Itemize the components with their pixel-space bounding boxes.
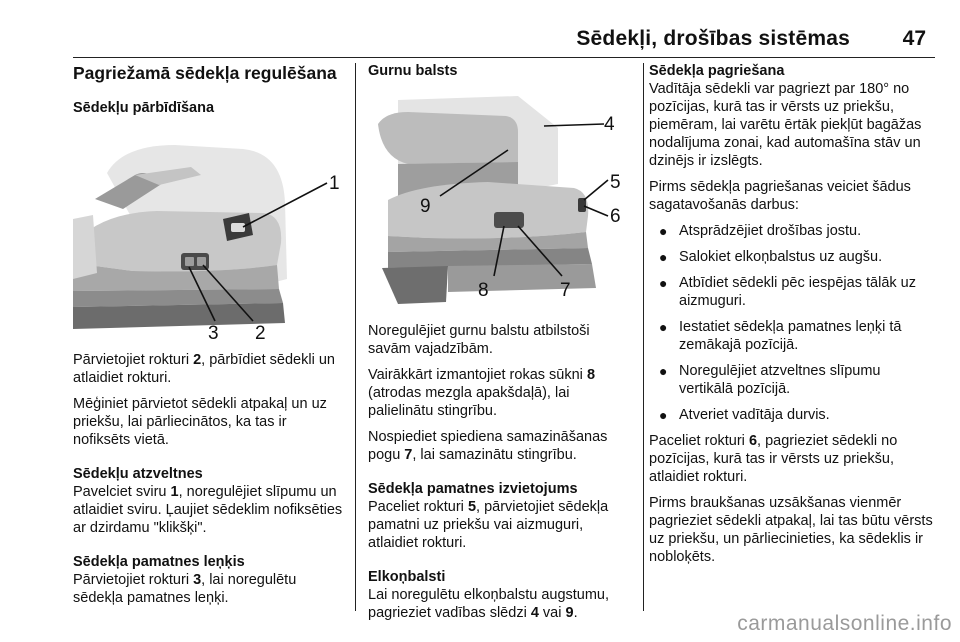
- paragraph-lumbar-pump: Vairākkārt izmantojiet rokas sūkni 8 (atrodas mezgla apakšdaļā), lai palielinātu stingrību.: [368, 367, 596, 419]
- paragraph-backrest: Pavelciet sviru 1, noregulējiet slīpumu un atlaidiet sviru. Ļaujiet sēdeklim nofiksēties ar dzirdamu "klikšķi".: [73, 484, 343, 536]
- header-rule: [73, 57, 935, 58]
- list-item: ● Atbīdiet sēdekli pēc iespējas tālāk uz aizmuguri.: [659, 275, 916, 309]
- paragraph-swivel-action: Paceliet rokturi 6, pagrieziet sēdekli no pozīcijas, kurā tas ir vērsts uz priekšu, atlaidiet rokturi.: [649, 433, 898, 485]
- paragraph-swivel-intro: Vadītāja sēdekli var pagriezt par 180° no pozīcijas, kurā tas ir vērsts uz priekšu, piemēram, lai varētu ērtāk piekļūt bagāžas nodalījuma zonai, kad automašīna stāv un dzinējs ir izslēgts.: [649, 81, 922, 169]
- fig2-label-5: 5: [610, 172, 621, 193]
- column-divider-2: [643, 63, 644, 611]
- fig2-label-4: 4: [604, 114, 615, 135]
- column-3: [649, 62, 937, 574]
- section-heading: Pagriežamā sēdekļa regulēšana: [73, 63, 337, 83]
- paragraph-armrests: Lai noregulētu elkoņbalstu augstumu, pagrieziet vadības slēdzi 4 vai 9.: [368, 587, 610, 621]
- column-2: [368, 62, 634, 630]
- fig2-label-9: 9: [420, 196, 431, 217]
- fig2-label-7: 7: [560, 280, 571, 301]
- list-item: ● Atsprādzējiet drošības jostu.: [659, 223, 862, 239]
- subheading-lumbar: Gurnu balsts: [368, 63, 458, 79]
- figure-seat-adjustment: [73, 123, 345, 343]
- paragraph-lumbar-adjust: Noregulējiet gurnu balstu atbilstoši savām vajadzībām.: [368, 323, 590, 357]
- paragraph-seat-slide: Pārvietojiet rokturi 2, pārbīdiet sēdekli un atlaidiet rokturi.: [73, 352, 335, 386]
- subheading-seat-angle: Sēdekļa pamatnes leņķis: [73, 554, 245, 570]
- subheading-seat-swivel: Sēdekļa pagriešana: [649, 63, 785, 79]
- subheading-seat-position: Sēdekļa pamatnes izvietojums: [368, 481, 578, 497]
- column-divider-1: [355, 63, 356, 611]
- fig1-label-1: 1: [329, 173, 340, 194]
- paragraph-seat-angle: Pārvietojiet rokturi 3, lai noregulētu sēdekļa pamatnes leņķi.: [73, 572, 297, 606]
- subheading-seat-slide: Sēdekļu pārbīdīšana: [73, 100, 215, 116]
- fig2-label-8: 8: [478, 280, 489, 301]
- subheading-backrest: Sēdekļu atzveltnes: [73, 466, 203, 482]
- column-1: [73, 62, 345, 615]
- page-number: 47: [902, 27, 926, 50]
- paragraph-lumbar-release: Nospiediet spiediena samazināšanas pogu 7, lai samazinātu stingrību.: [368, 429, 608, 463]
- page-header-title: Sēdekļi, drošības sistēmas: [576, 27, 850, 50]
- paragraph-seat-position: Paceliet rokturi 5, pārvietojiet sēdekļa pamatni uz priekšu vai aizmuguri, atlaidiet rokturi.: [368, 499, 609, 551]
- subheading-armrests: Elkoņbalsti: [368, 569, 446, 585]
- paragraph-swivel-prep: Pirms sēdekļa pagriešanas veiciet šādus sagatavošanās darbus:: [649, 179, 911, 213]
- figure-lumbar-support: [368, 88, 634, 310]
- swivel-steps-list: [649, 222, 937, 424]
- fig1-label-3: 3: [208, 323, 219, 343]
- watermark: carmanualsonline.info: [737, 612, 952, 635]
- fig2-label-6: 6: [610, 206, 621, 227]
- list-item: ● Atveriet vadītāja durvis.: [659, 407, 830, 423]
- list-item: ● Salokiet elkoņbalstus uz augšu.: [659, 249, 883, 265]
- fig1-label-2: 2: [255, 323, 266, 343]
- list-item: ● Iestatiet sēdekļa pamatnes leņķi tā zemākajā pozīcijā.: [659, 319, 902, 353]
- paragraph-swivel-warning: Pirms braukšanas uzsākšanas vienmēr pagrieziet sēdekli atpakaļ, lai tas būtu vērsts uz priekšu, un pārliecinieties, ka sēdeklis ir nobloķēts.: [649, 495, 933, 565]
- list-item: ● Noregulējiet atzveltnes slīpumu vertikālā pozīcijā.: [659, 363, 881, 397]
- paragraph-seat-check: Mēģiniet pārvietot sēdekli atpakaļ un uz priekšu, lai pārliecinātos, ka tas ir nofiksēts vietā.: [73, 396, 327, 448]
